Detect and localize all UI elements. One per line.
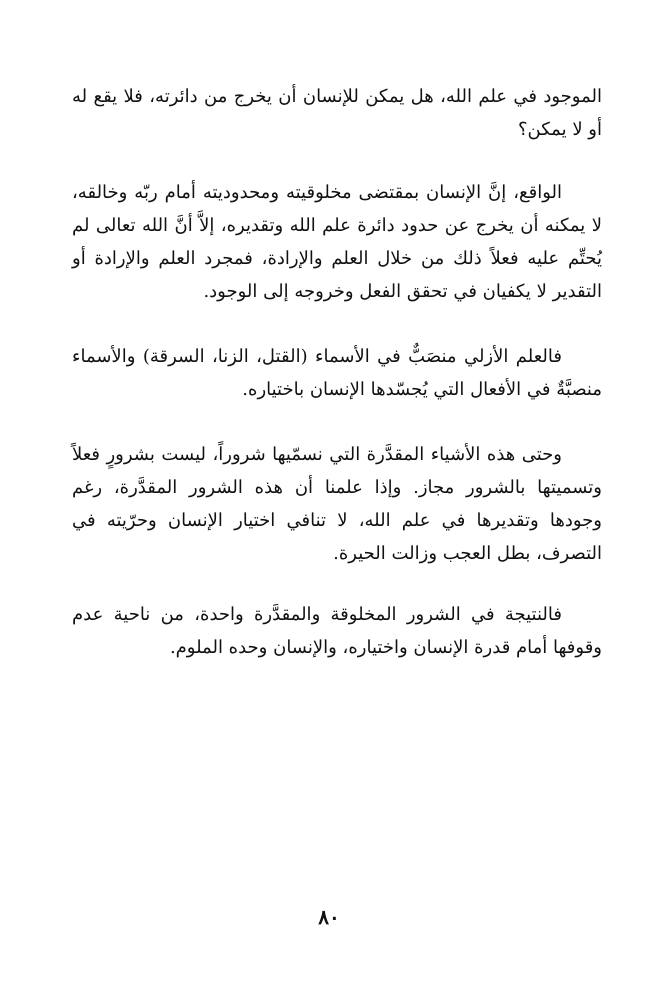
paragraph-4: وحتى هذه الأشياء المقدَّرة التي نسمّيها شروراً، ليست بشرورٍ فعلاً وتسميتها بالشرور مجاز. وإذا علمنا أن هذه الشرور المقدَّرة، رغم وجودها وتقديرها في علم الله، لا تنافي اختيار الإنسان وحرّيته في التصرف، بطل العجب وزالت الحيرة. bbox=[72, 444, 602, 564]
paragraph-5: فالنتيجة في الشرور المخلوقة والمقدَّرة واحدة، من ناحية عدم وقوفها أمام قدرة الإنسان واختياره، والإنسان وحده الملوم. bbox=[72, 604, 602, 658]
page-number: ٨٠ bbox=[318, 905, 340, 929]
paragraph-1: الموجود في علم الله، هل يمكن للإنسان أن يخرج من دائرته، فلا يقع له أو لا يمكن؟ bbox=[72, 86, 602, 140]
paragraph-2: الواقع، إنَّ الإنسان بمقتضى مخلوقيته ومحدوديته أمام ربّه وخالقه، لا يمكنه أن يخرج عن حدود دائرة علم الله وتقديره، إلاَّ أنَّ الله تعالى لم يُحتِّم عليه فعلاً ذلك من خلال العلم والإرادة، فمجرد العلم والإرادة أو التقدير لا يكفيان في تحقق الفعل وخروجه إلى الوجود. bbox=[72, 182, 602, 302]
paragraph-3: فالعلم الأزلي منصَبٌّ في الأسماء (القتل، الزنا، السرقة) والأسماء منصبَّةٌ في الأفعال التي يُجسّدها الإنسان باختياره. bbox=[72, 346, 602, 400]
